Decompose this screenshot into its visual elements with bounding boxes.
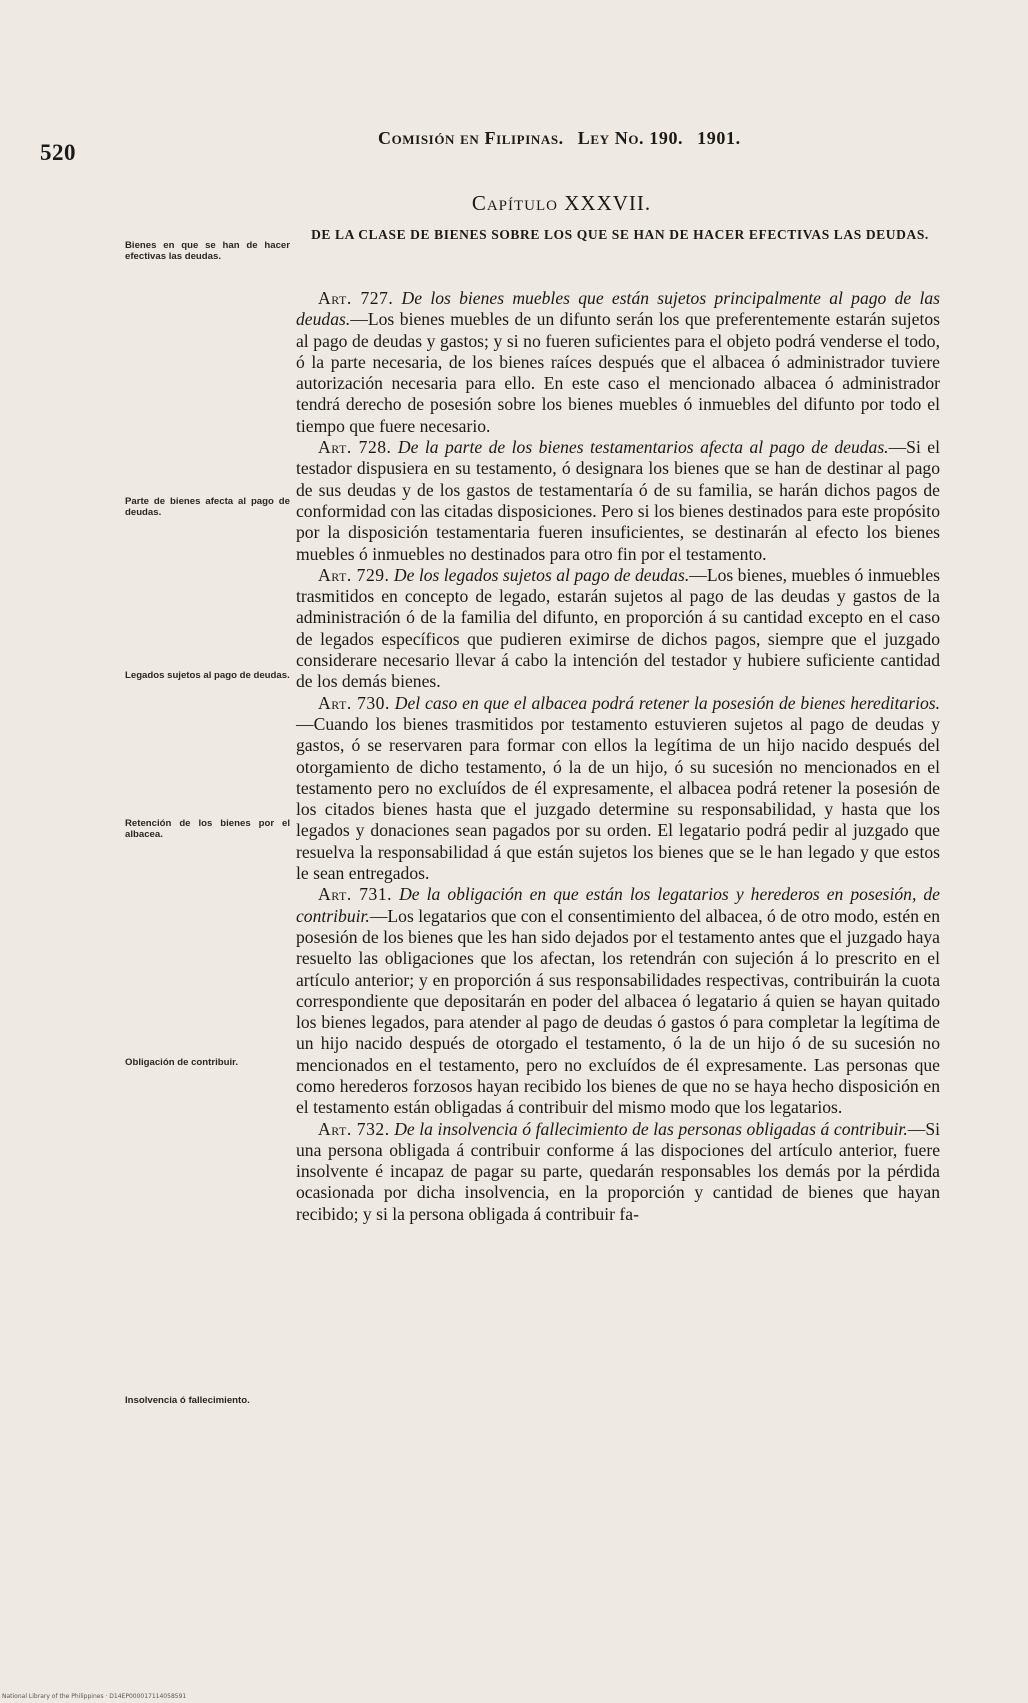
article-729 [296,565,940,693]
article-title: De la insolvencia ó fallecimiento de las personas obligadas á contribuir. [394,1118,908,1139]
article-text: —Los bienes muebles de un difunto serán los que preferentemente estarán sujetos al pago de deudas y gastos; y si no fueren suficientes para el objeto podrá venderse el todo, ó la parte necesaria, de los bienes raíces después que el albacea ó administrador tuviere autorización necesaria para ello. En este caso el mencionado albacea ó administrador tendrá derecho de posesión sobre los bienes muebles ó inmuebles del difunto por todo el tiempo que fuere necesario. [296,309,940,436]
article-number: Art. 728. [318,437,392,458]
running-head-publication: Comisión en Filipinas. [378,128,564,148]
article-title: De la obligación en que están los legatarios y herederos en posesión, de contribuir. [296,884,940,926]
running-head [378,128,741,149]
article-text: —Los bienes, muebles ó inmuebles trasmitidos en concepto de legado, estarán sujetos al pago de las deudas y gastos de la administración ó de la familia del difunto, en proporción á su cantidad excepto en el caso de legados específicos que pudieren eximirse de dichos pagos, siempre que el juzgado considerare necesario llevar á cabo la intención del testador y hubiere suficiente cantidad de los demás bienes. [296,564,941,692]
margin-note: Bienes en que se han de hacer efectivas las deudas. [125,240,290,262]
article-number: Art. 732. [318,1118,390,1139]
article-727 [296,288,940,437]
margin-note: Retención de los bienes por el albacea. [125,818,290,840]
article-text: —Los legatarios que con el consentimiento del albacea, ó de otro modo, estén en posesión de los bienes que les han sido dejados por el testamento antes que el juzgado haya resuelto las obligaciones que los afectan, los retendrán con sujeción á lo prescrito en el artículo anterior; y en proporción á sus responsabilidades respectivas, contribuirán la cuota correspondiente que depositarán en poder del albacea ó legatario á quien se hayan quitado los bienes legados, para atender al pago de deudas ó gastos ó para completar la legítima de un hijo nacido después de otorgado el testamento, ó la de un hijo ó de su sucesión no mencionados en el testamento, pero no excluídos de él expresamente. Las personas que como herederos forzosos hayan recibido los bienes de que no se haya hecho disposición en el testamento están obligadas á contribuir del mismo modo que los legatarios. [296,905,940,1118]
article-title: De la parte de los bienes testamentarios afecta al pago de deudas. [397,437,889,458]
body-text [296,288,940,1225]
article-732 [296,1119,940,1225]
chapter-subtitle: DE LA CLASE DE BIENES SOBRE LOS QUE SE HAN DE HACER EFECTIVAS LAS DEUDAS. [311,227,929,242]
article-title: Del caso en que el albacea podrá retener la posesión de bienes hereditarios. [394,692,941,713]
running-head-law: Ley No. 190. [577,128,684,148]
article-text: —Si una persona obligada á contribuir conforme á las dispociones del artículo anterior, fuere insolvente é incapaz de pagar su parte, quedarán responsables los demás por la pérdida ocasionada por dicha insolvencia, en la proporción y cantidad de bienes que hayan recibido; y si la persona obligada á contribuir fa- [296,1118,940,1224]
article-731 [296,884,940,1118]
page-number: 520 [40,140,76,165]
chapter-title [0,191,1028,216]
scan-footer-id: National Library of the Philippines · D14EP000017114058591 [2,1693,187,1700]
margin-note: Insolvencia ó fallecimiento. [125,1395,250,1406]
article-text: —Cuando los bienes trasmitidos por testamento estuvieren sujetos al pago de deudas y gastos, ó se reservaren para formar con ellos la legítima de un hijo nacido después del otorgamiento de dicho testamento, ó la de un hijo, ó su sucesión no mencionados en el testamento pero no excluídos de él expresamente, el albacea podrá retener la posesión de los citados bienes hasta que el juzgado determine su responsabilidad, y hasta que los legados y donaciones sean pagados por su orden. El legatario podrá pedir al juzgado que resuelva la responsabilidad á que están sujetos los bienes que se le han legado y que estos le sean entregados. [296,713,940,884]
article-number: Art. 729. [318,564,390,585]
margin-note: Parte de bienes afecta al pago de deudas. [125,496,290,518]
article-728 [296,437,940,565]
running-head-year: 1901. [697,128,741,148]
chapter-title-text: Capítulo XXXVII. [471,191,652,215]
article-title: De los legados sujetos al pago de deudas. [393,564,690,585]
article-number: Art. 727. [318,288,394,308]
article-number: Art. 730. [318,692,390,713]
article-number: Art. 731. [318,884,393,905]
margin-note: Obligación de contribuir. [125,1057,239,1068]
article-730 [296,693,940,885]
article-title: De los bienes muebles que están sujetos principalmente al pago de las deudas. [296,288,941,330]
margin-note: Legados sujetos al pago de deudas. [125,670,290,681]
article-text: —Si el testador dispusiera en su testamento, ó designara los bienes que se han de destinar al pago de sus deudas y de los gastos de testamentaría ó de su familia, se harán dichos pagos de conformidad con las citadas disposiciones. Pero si los bienes destinados para este propósito por la disposición testamentaria fueren insuficientes, se destinarán al efecto los bienes muebles ó inmuebles no destinados para otro fin por el testamento. [296,437,940,564]
